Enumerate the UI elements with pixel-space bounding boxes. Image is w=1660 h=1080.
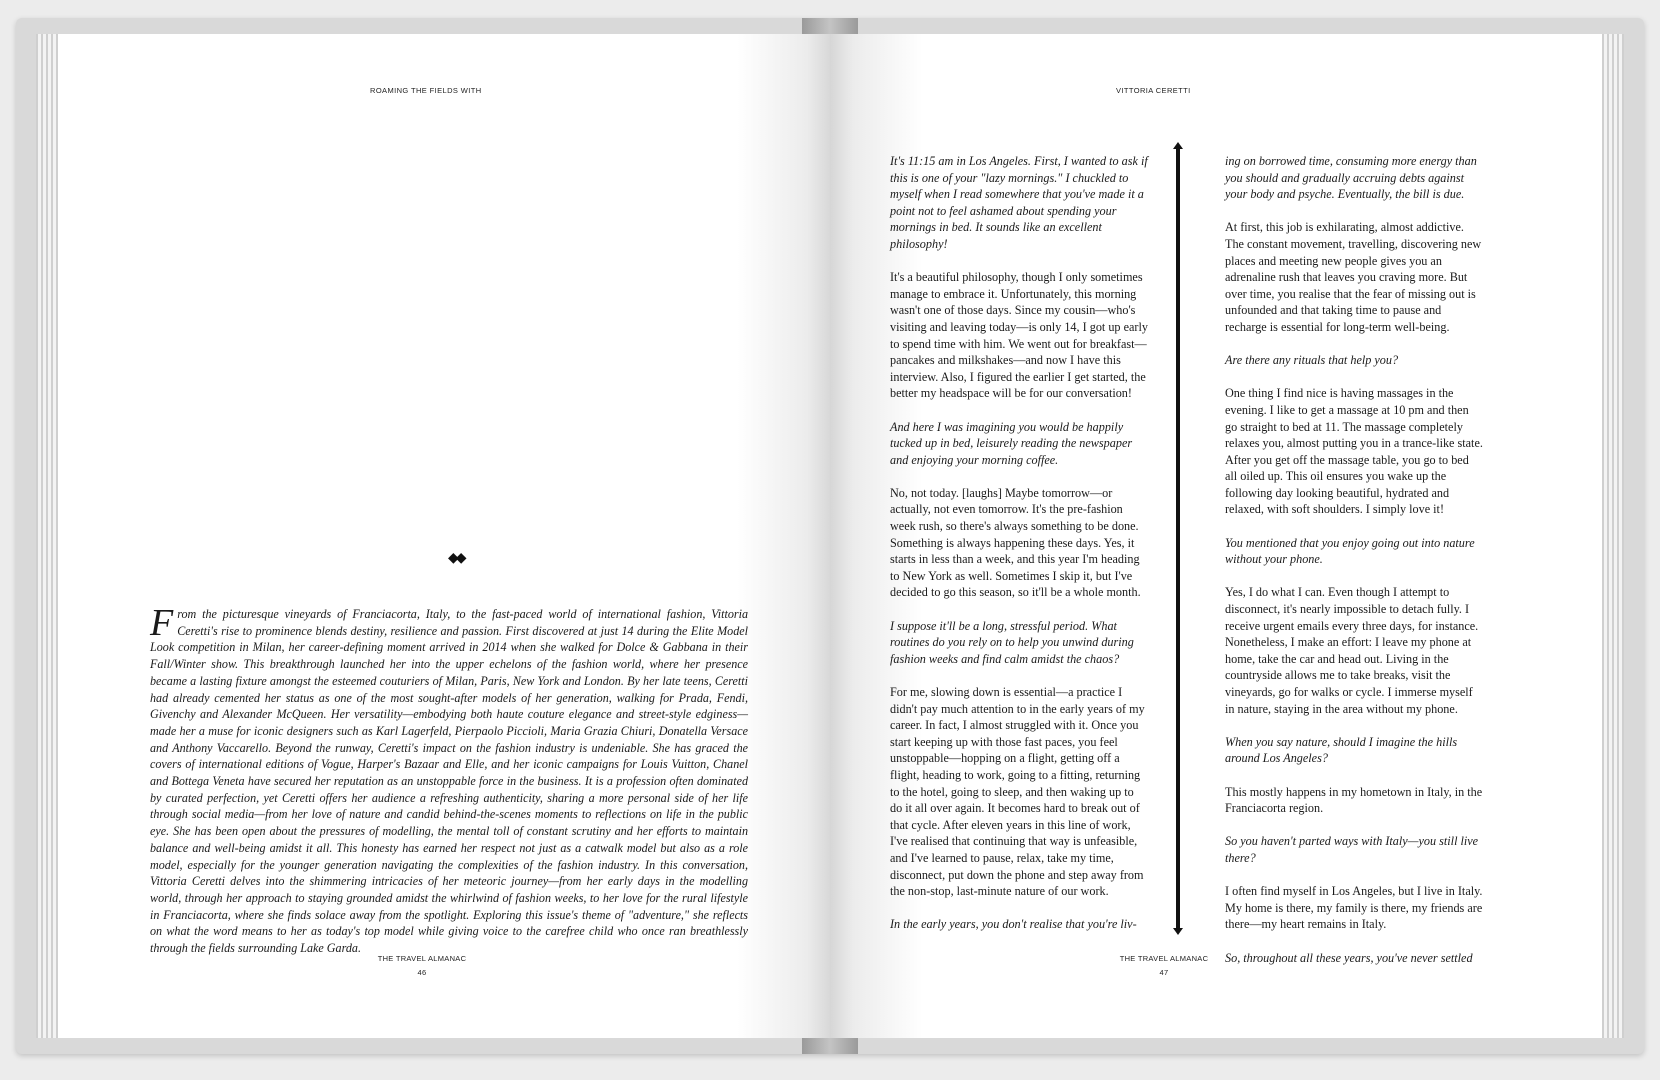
interview-question: And here I was imagining you would be happily tucked up in bed, leisurely reading the newspaper and enjoying your morning coffee. bbox=[890, 419, 1133, 467]
footer-title: THE TRAVEL ALMANAC bbox=[377, 954, 467, 963]
interview-question: When you say nature, should I imagine the hills around Los Angeles? bbox=[1225, 734, 1458, 766]
text-column-1 bbox=[890, 153, 1148, 950]
left-page bbox=[58, 34, 830, 1038]
footer-right bbox=[1084, 952, 1244, 980]
intro-paragraph bbox=[150, 602, 748, 957]
footer-title: THE TRAVEL ALMANAC bbox=[1119, 954, 1209, 963]
spine-bottom bbox=[802, 1038, 858, 1054]
interview-question: I suppose it'll be a long, stressful period. What routines do you rely on to help you unwind during fashion weeks and find calm amidst the chaos? bbox=[890, 618, 1134, 666]
text-column-2 bbox=[1225, 153, 1483, 983]
interview-answer: One thing I find nice is having massages in the evening. I like to get a massage at 10 pm and then go straight to bed at 11. The massage completely relaxes you, almost putting you in a trance-like state. After you get off the massage table, you go to bed all oiled up. This oil ensures you wake up the following day looking beautiful, hydrated and relaxed, with soft shoulders. I simply love it! bbox=[1225, 386, 1483, 517]
page-number: 46 bbox=[417, 968, 427, 977]
spine-top bbox=[802, 18, 858, 34]
interview-question: So, throughout all these years, you've never settled bbox=[1225, 950, 1473, 965]
column-divider-arrow bbox=[1176, 148, 1180, 929]
interview-answer: I often find myself in Los Angeles, but I live in Italy. My home is there, my family is there, my friends are there—my heart remains in Italy. bbox=[1225, 884, 1483, 932]
interview-question: ing on borrowed time, consuming more energy than you should and gradually accruing debts against your body and psyche. Eventually, the bill is due. bbox=[1225, 154, 1477, 202]
drop-cap: F bbox=[150, 602, 174, 644]
right-page bbox=[830, 34, 1602, 1038]
open-book bbox=[16, 18, 1644, 1054]
footer-left bbox=[342, 952, 502, 980]
interview-question: Are there any rituals that help you? bbox=[1225, 353, 1399, 368]
interview-answer: For me, slowing down is essential—a practice I didn't pay much attention to in the early years of my career. In fact, I almost struggled with it. Once you start keeping up with those fast paces, you feel unstoppable—hopping on a flight, getting off a flight, heading to work, going to a fitting, returning to the hotel, going to sleep, and then waking up to do it all over again. It becomes hard to break out of that cycle. After eleven years in this line of work, I've realised that continuing that way is unfeasible, and I've learned to pause, relax, take my time, disconnect, put down the phone and step away from the non-stop, last-minute nature of our work. bbox=[890, 685, 1145, 899]
interview-answer: No, not today. [laughs] Maybe tomorrow—or actually, not even tomorrow. It's the pre-fashion week rush, so there's always something to be done. Something is always happening these days. Yes, it starts in less than a week, and this year I'm heading to New York as well. Sometimes I skip it, but I've decided to go this season, so it'll be a whole month. bbox=[890, 485, 1141, 600]
interview-question: In the early years, you don't realise that you're liv- bbox=[890, 917, 1137, 932]
interview-answer: This mostly happens in my hometown in Italy, in the Franciacorta region. bbox=[1225, 784, 1483, 816]
interview-answer: At first, this job is exhilarating, almost addictive. The constant movement, travelling, discovering new places and meeting new people gives you an adrenaline rush that leaves you craving more. But over time, you realise that the fear of missing out is unfounded and that taking time to pause and recharge is essential for long-term well-being. bbox=[1225, 220, 1482, 334]
interview-question: It's 11:15 am in Los Angeles. First, I wanted to ask if this is one of your "lazy mornings." I chuckled to myself when I read somewhere that you've made it a point not to feel ashamed about spending your mornings in bed. It sounds like an excellent philosophy! bbox=[890, 154, 1148, 251]
interview-question: So you haven't parted ways with Italy—you still live there? bbox=[1225, 834, 1479, 865]
intro-text: rom the picturesque vineyards of Franciacorta, Italy, to the fast-paced world of international fashion, Vittoria Ceretti's rise to prominence blends destiny, resilience and passion. First discovered at just 14 during the Elite Model Look competition in Milan, her career-defining moment arrived in 2014 when she walked for Dolce & Gabbana in their Fall/Winter show. This breakthrough launched her into the upper echelons of the fashion world, where her presence became a lasting fixture amongst the esteemed couturiers of Milan, Paris, New York and London. By her late teens, Ceretti had already cemented her status as one of the most sought-after models of her generation, walking for Prada, Fendi, Givenchy and Alexander McQueen. Her versatility—embodying both haute couture elegance and street-style edginess—made her a muse for iconic designers such as Karl Lagerfeld, Pierpaolo Piccioli, Maria Grazia Chiuri, Donatella Versace and Anthony Vaccarello. Beyond the runway, Ceretti's impact on the fashion industry is undeniable. She has graced the covers of international editions of Vogue, Harper's Bazaar and Elle, and her iconic campaigns for Louis Vuitton, Chanel and Bottega Veneta have secured her reputation as an unstoppable force in the business. It is a profession often dominated by curated perfection, yet Ceretti offers her audience a refreshing authenticity, sharing a more personal side of her life through social media—from her love of nature and candid behind-the-scenes moments to reflections on life in the public eye. She has been open about the pressures of modelling, the mental toll of constant scrutiny and her efforts to maintain balance and well-being amidst it all. This honesty has earned her respect not just as a catwalk model but also as a role model, especially for the younger generation navigating the complexities of the fashion industry. In this conversation, Vittoria Ceretti delves into the shimmering intricacies of her meteoric journey—from her early days in the modelling world, through her approach to staying grounded amidst the whirlwind of fashion weeks, to her love for the rural lifestyle in Franciacorta, where she finds solace away from the spotlight. Exploring this issue's theme of "adventure," she reflects on what the word means to her as today's top model while giving voice to the carefree child who once ran breathlessly through the fields surrounding Lake Garda. bbox=[150, 607, 748, 956]
ornament-diamonds: ◆◆ bbox=[448, 551, 464, 566]
running-head-left: ROAMING THE FIELDS WITH bbox=[370, 86, 482, 95]
interview-answer: It's a beautiful philosophy, though I only sometimes manage to embrace it. Unfortunately, this morning wasn't one of those days. Since my cousin—who's visiting and leaving today—is only 14, I got up early to spend time with him. We went out for breakfast—pancakes and milkshakes—and now I have this interview. Also, I figured the earlier I get started, the better my headspace will be for our conversation! bbox=[890, 270, 1148, 401]
running-head-right: VITTORIA CERETTI bbox=[1116, 86, 1191, 95]
page-number: 47 bbox=[1159, 968, 1169, 977]
interview-question: You mentioned that you enjoy going out into nature without your phone. bbox=[1225, 535, 1475, 567]
interview-answer: Yes, I do what I can. Even though I attempt to disconnect, it's nearly impossible to detach fully. I receive urgent emails every three days, for instance. Nonetheless, I make an effort: I leave my phone at home, take the car and head out. Living in the countryside allows me to take breaks, visit the vineyards, go for walks or cycle. I immerse myself in nature, staying in the area without my phone. bbox=[1225, 585, 1479, 716]
